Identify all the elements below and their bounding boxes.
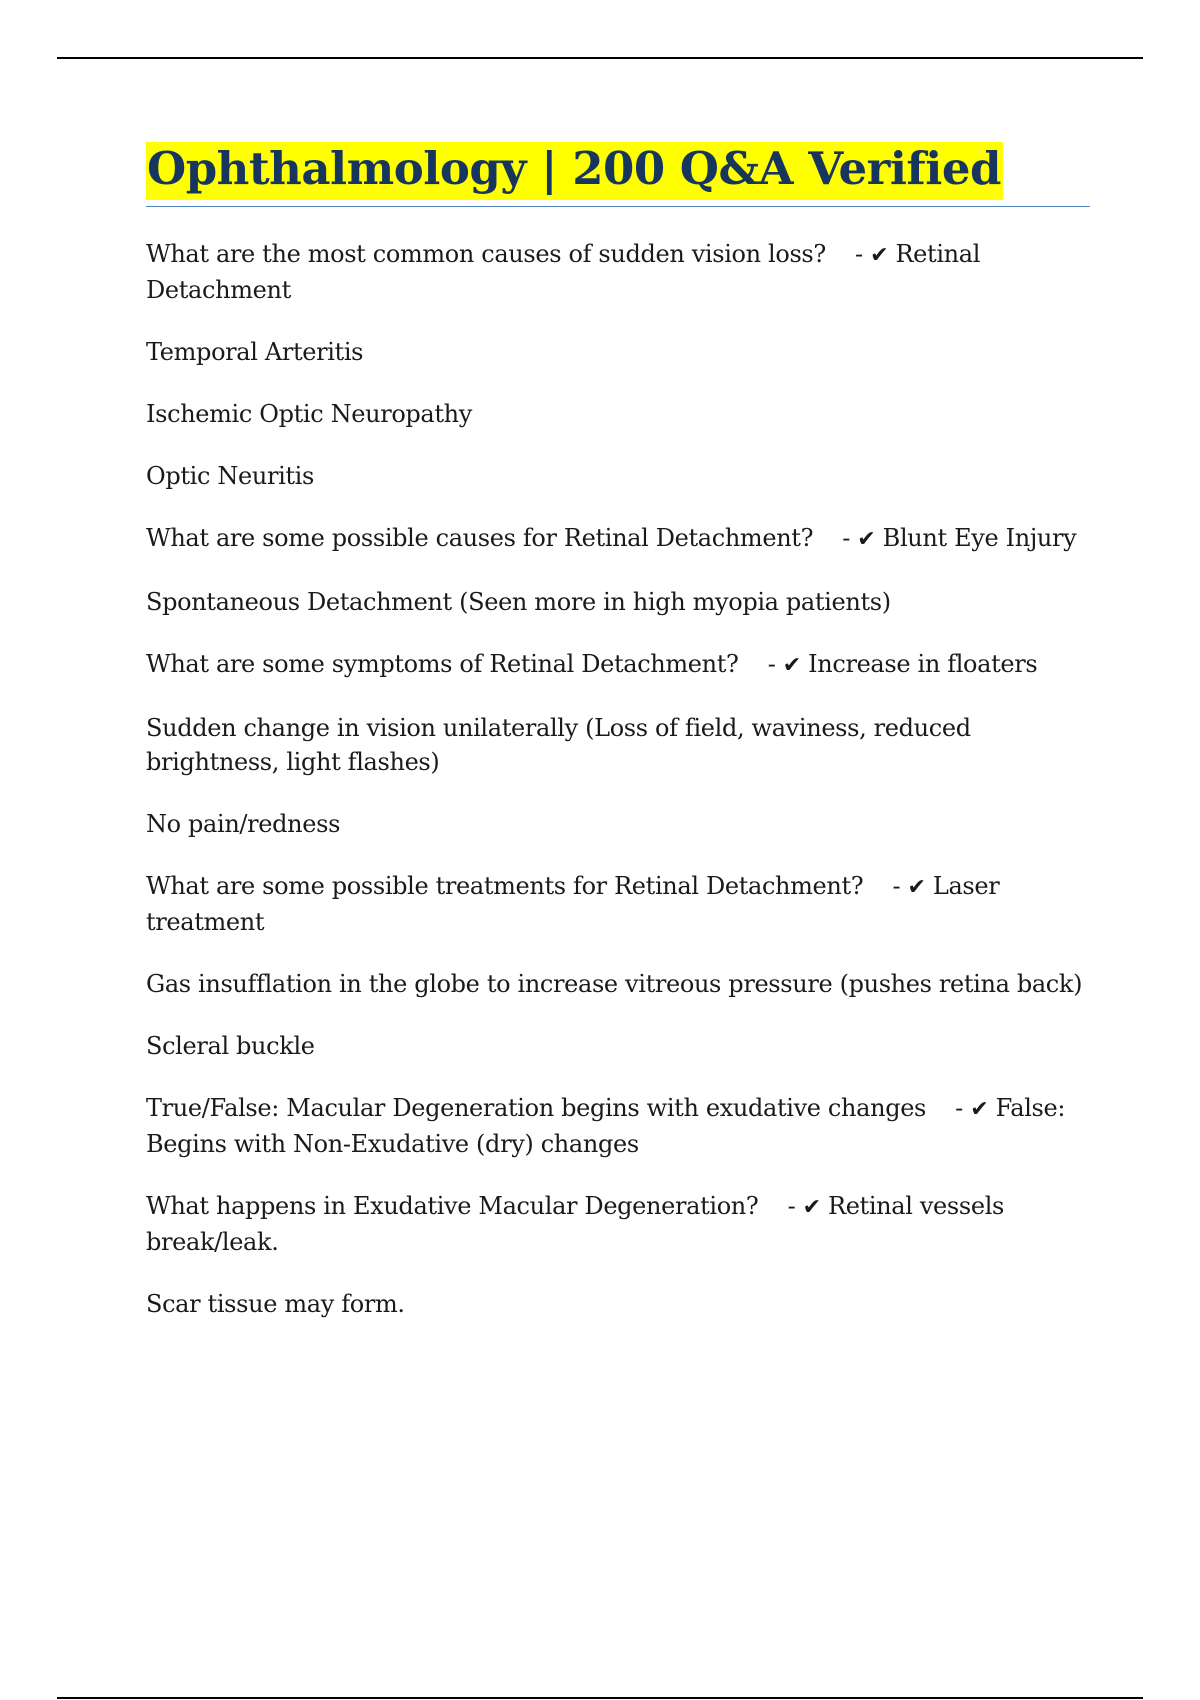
- check-mark-icon: ✔: [802, 1194, 821, 1220]
- question-text: What are some possible treatments for Retinal Detachment?: [146, 871, 864, 900]
- answer-text: Retinal vessels break/leak.: [146, 1191, 1004, 1256]
- answer-text: Blunt Eye Injury: [882, 523, 1077, 552]
- question-text: What are the most common causes of sudden vision loss?: [146, 239, 826, 268]
- qa-paragraph: [146, 869, 1090, 939]
- page-bottom-rule: [57, 1697, 1143, 1699]
- separator-dash: -: [955, 1093, 963, 1122]
- answer-text: Retinal Detachment: [146, 239, 981, 304]
- answer-continuation: Scleral buckle: [146, 1031, 315, 1060]
- question-text: True/False: Macular Degeneration begins with exudative changes: [146, 1093, 927, 1122]
- answer-continuation: Gas insufflation in the globe to increase vitreous pressure (pushes retina back): [146, 969, 1083, 998]
- answer-continuation: Optic Neuritis: [146, 461, 314, 490]
- separator-dash: -: [842, 523, 851, 552]
- answer-continuation: No pain/redness: [146, 809, 341, 838]
- qa-paragraph: [146, 647, 1090, 683]
- separator-dash: -: [767, 649, 776, 678]
- answer-text: False: Begins with Non-Exudative (dry) changes: [146, 1093, 1066, 1158]
- answer-continuation: Ischemic Optic Neuropathy: [146, 399, 472, 428]
- answer-continuation: Scar tissue may form.: [146, 1289, 405, 1318]
- document-body: [146, 142, 1090, 1349]
- separator-dash: -: [855, 239, 863, 268]
- answer-text: Laser treatment: [146, 871, 1000, 936]
- separator-dash: -: [892, 871, 901, 900]
- answer-continuation: Temporal Arteritis: [146, 337, 364, 366]
- title-block: [146, 142, 1090, 207]
- page-top-rule: [57, 57, 1143, 59]
- check-mark-icon: ✔: [870, 242, 889, 268]
- answer-continuation: Sudden change in vision unilaterally (Loss of field, waviness, reduced brightness, light flashes): [146, 713, 971, 776]
- check-mark-icon: ✔: [857, 526, 876, 552]
- check-mark-icon: ✔: [907, 874, 926, 900]
- qa-paragraph: [146, 1091, 1090, 1161]
- check-mark-icon: ✔: [970, 1096, 989, 1122]
- check-mark-icon: ✔: [782, 652, 801, 678]
- answer-continuation: Spontaneous Detachment (Seen more in high myopia patients): [146, 587, 891, 616]
- question-text: What are some possible causes for Retinal Detachment?: [146, 523, 814, 552]
- question-text: What happens in Exudative Macular Degeneration?: [146, 1191, 759, 1220]
- qa-paragraph: [146, 1189, 1090, 1259]
- answer-text: Increase in floaters: [808, 649, 1038, 678]
- separator-dash: -: [787, 1191, 796, 1220]
- qa-paragraph: [146, 521, 1090, 557]
- qa-paragraph: [146, 237, 1090, 307]
- question-text: What are some symptoms of Retinal Detachment?: [146, 649, 739, 678]
- document-title: Ophthalmology | 200 Q&A Verified: [146, 142, 1003, 200]
